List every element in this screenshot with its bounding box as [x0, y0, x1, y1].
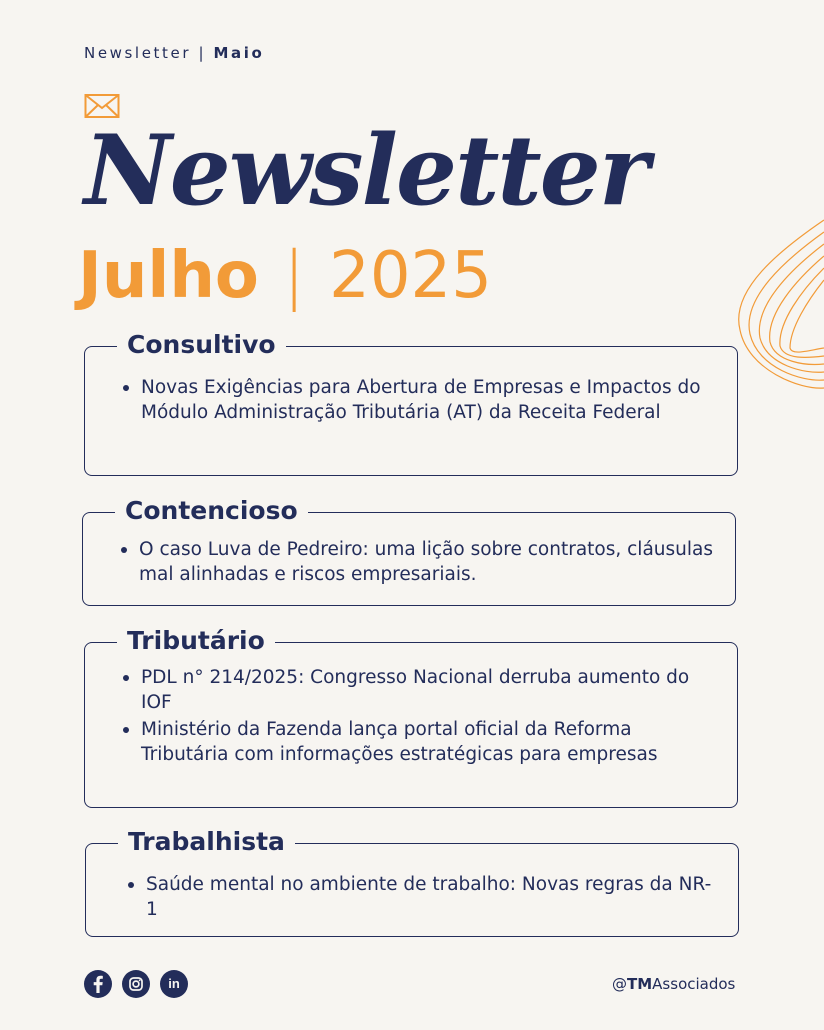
- handle-bold: TM: [627, 975, 653, 993]
- list-item: PDL n° 214/2025: Congresso Nacional derruba aumento do IOF: [121, 665, 711, 715]
- kicker-divider: |: [198, 44, 207, 62]
- section-title: Consultivo: [117, 327, 286, 363]
- section-list: [119, 537, 719, 587]
- subtitle-month: Julho: [78, 239, 259, 313]
- kicker-month: Maio: [213, 44, 265, 62]
- list-item: O caso Luva de Pedreiro: uma lição sobre contratos, cláusulas mal alinhadas e riscos empresariais.: [119, 537, 719, 587]
- instagram-icon[interactable]: [122, 970, 150, 998]
- section-tributario: [84, 626, 738, 808]
- list-item: Saúde mental no ambiente de trabalho: Novas regras da NR-1: [126, 872, 716, 922]
- handle-rest: Associados: [652, 975, 736, 993]
- list-item: Ministério da Fazenda lança portal oficial da Reforma Tributária com informações estratégicas para empresas: [121, 717, 711, 767]
- section-title: Tributário: [117, 623, 275, 659]
- kicker-label: Newsletter: [84, 44, 192, 62]
- social-handle[interactable]: [612, 975, 735, 993]
- subtitle-year: 2025: [329, 239, 492, 313]
- linkedin-icon[interactable]: [160, 970, 188, 998]
- section-list: [121, 665, 711, 767]
- list-item: Novas Exigências para Abertura de Empresas e Impactos do Módulo Administração Tributária (AT) da Receita Federal: [121, 375, 711, 425]
- section-list: [121, 375, 711, 425]
- linkedin-glyph: in: [168, 976, 180, 991]
- section-list: [126, 872, 716, 922]
- facebook-icon[interactable]: [84, 970, 112, 998]
- subtitle-divider: |: [283, 239, 305, 313]
- section-trabalhista: [85, 827, 739, 937]
- page-title: Newsletter: [84, 114, 648, 227]
- section-title: Trabalhista: [118, 824, 295, 860]
- header-kicker: [84, 44, 264, 62]
- section-consultivo: [84, 330, 738, 476]
- section-contencioso: [82, 496, 736, 606]
- page-subtitle: [78, 240, 492, 314]
- section-title: Contencioso: [115, 493, 308, 529]
- handle-prefix: @: [612, 975, 627, 993]
